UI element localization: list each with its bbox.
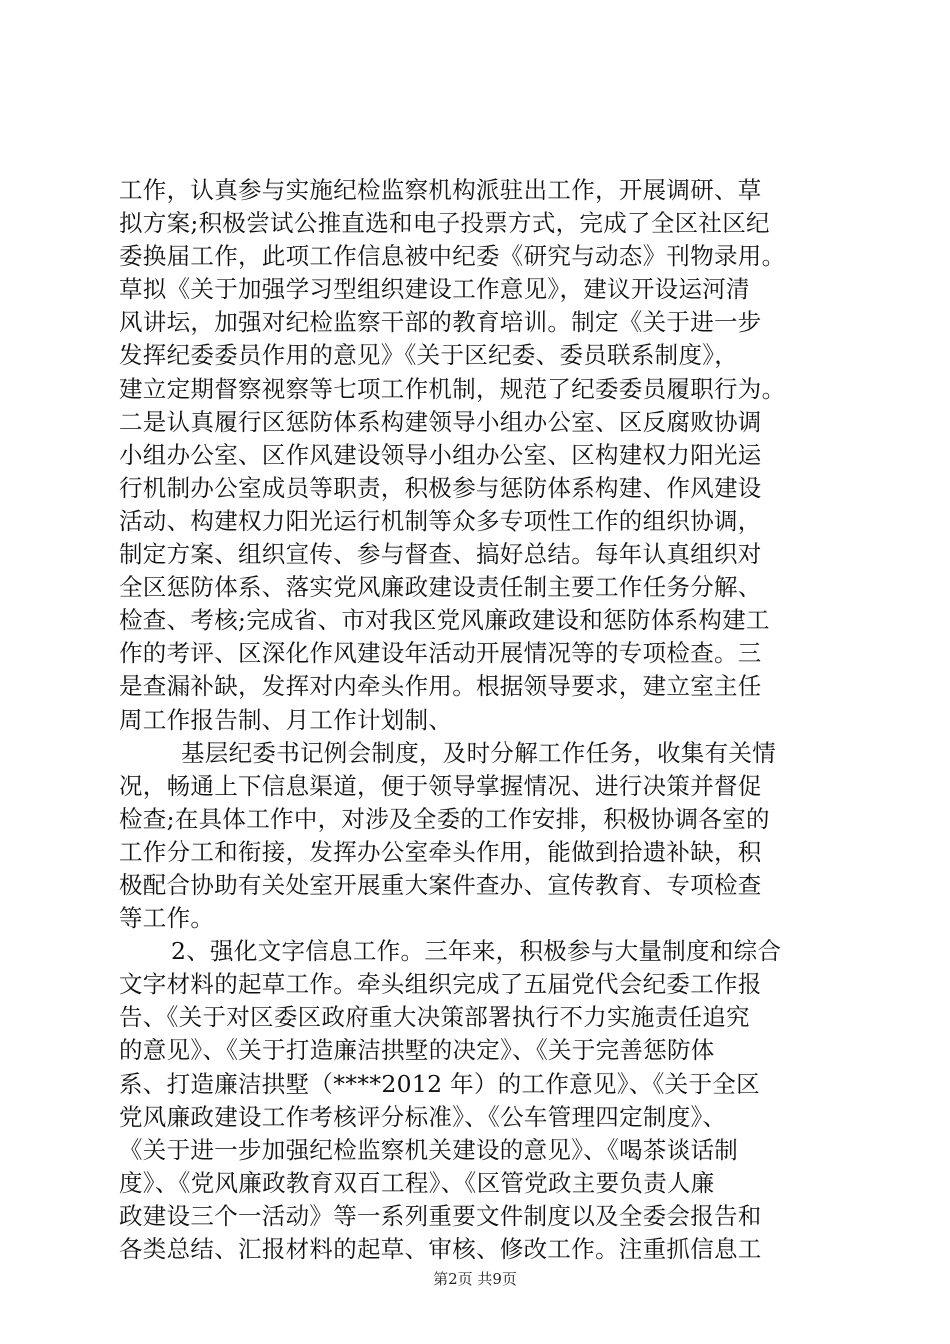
text-line: 工作分工和衔接，发挥办公室牵头作用，能做到拾遗补缺，积	[119, 837, 762, 866]
paragraph-start-line: 2、强化文字信息工作。三年来，积极参与大量制度和综合	[171, 937, 782, 966]
text-line: 《关于进一步加强纪检监察机关建设的意见》、《喝茶谈话制	[119, 1135, 739, 1164]
text-line: 况，畅通上下信息渠道，便于领导掌握情况、进行决策并督促	[119, 771, 762, 800]
text-line: 政建设三个一活动》等一系列重要文件制度以及全委会报告和	[119, 1201, 762, 1230]
text-line: 作的考评、区深化作风建设年活动开展情况等的专项检查。三	[119, 639, 762, 668]
text-line: 告、《关于对区委区政府重大决策部署执行不力实施责任追究	[119, 1003, 750, 1032]
text-line: 活动、构建权力阳光运行机制等众多专项性工作的组织协调，	[119, 506, 762, 535]
text-line: 风讲坛，加强对纪检监察干部的教育培训。制定《关于进一步	[119, 308, 762, 337]
text-line: 度》、《党风廉政教育双百工程》、《区管党政主要负责人廉	[119, 1168, 715, 1197]
text-line: 拟方案;积极尝试公推直选和电子投票方式，完成了全区社区纪	[119, 209, 770, 238]
text-line: 草拟《关于加强学习型组织建设工作意见》，建议开设运河清	[119, 275, 750, 304]
text-line: 工作，认真参与实施纪检监察机构派驻出工作，开展调研、草	[119, 176, 762, 204]
text-line: 检查、考核;完成省、市对我区党风廉政建设和惩防体系构建工	[119, 606, 770, 635]
text-line: 制定方案、组织宣传、参与督查、搞好总结。每年认真组织对	[119, 540, 762, 569]
text-line: 的意见》、《关于打造廉洁拱墅的决定》、《关于完善惩防体	[119, 1036, 715, 1065]
text-line: 行机制办公室成员等职责，积极参与惩防体系构建、作风建设	[119, 473, 762, 502]
text-line: 文字材料的起草工作。牵头组织完成了五届党代会纪委工作报	[119, 970, 762, 999]
text-line: 周工作报告制、月工作计划制、	[119, 705, 453, 734]
text-line: 小组办公室、区作风建设领导小组办公室、区构建权力阳光运	[119, 440, 762, 469]
text-line: 检查;在具体工作中，对涉及全委的工作安排，积极协调各室的	[119, 804, 770, 833]
text-line: 委换届工作，此项工作信息被中纪委《研究与动态》刊物录用。	[119, 242, 786, 271]
text-line: 全区惩防体系、落实党风廉政建设责任制主要工作任务分解、	[119, 573, 762, 602]
text-line: 各类总结、汇报材料的起草、审核、修改工作。注重抓信息工	[119, 1235, 762, 1263]
text-line: 等工作。	[119, 904, 215, 933]
text-line: 是查漏补缺，发挥对内牵头作用。根据领导要求，建立室主任	[119, 672, 762, 701]
text-line: 党风廉政建设工作考核评分标准》、《公车管理四定制度》、	[119, 1102, 727, 1131]
text-line: 二是认真履行区惩防体系构建领导小组办公室、区反腐败协调	[119, 407, 762, 436]
text-line: 建立定期督察视察等七项工作机制，规范了纪委委员履职行为。	[119, 374, 786, 403]
paragraph-start-line: 基层纪委书记例会制度，及时分解工作任务，收集有关情	[181, 738, 776, 767]
body-text	[119, 174, 839, 1266]
text-line: 系、打造廉洁拱墅（****2012 年）的工作意见》、《关于全区	[119, 1069, 760, 1098]
page-number-footer: 第2页 共9页	[433, 1270, 517, 1288]
text-line: 发挥纪委委员作用的意见》《关于区纪委、委员联系制度》，	[119, 341, 739, 370]
text-line: 极配合协助有关处室开展重大案件查办、宣传教育、专项检查	[119, 870, 762, 899]
